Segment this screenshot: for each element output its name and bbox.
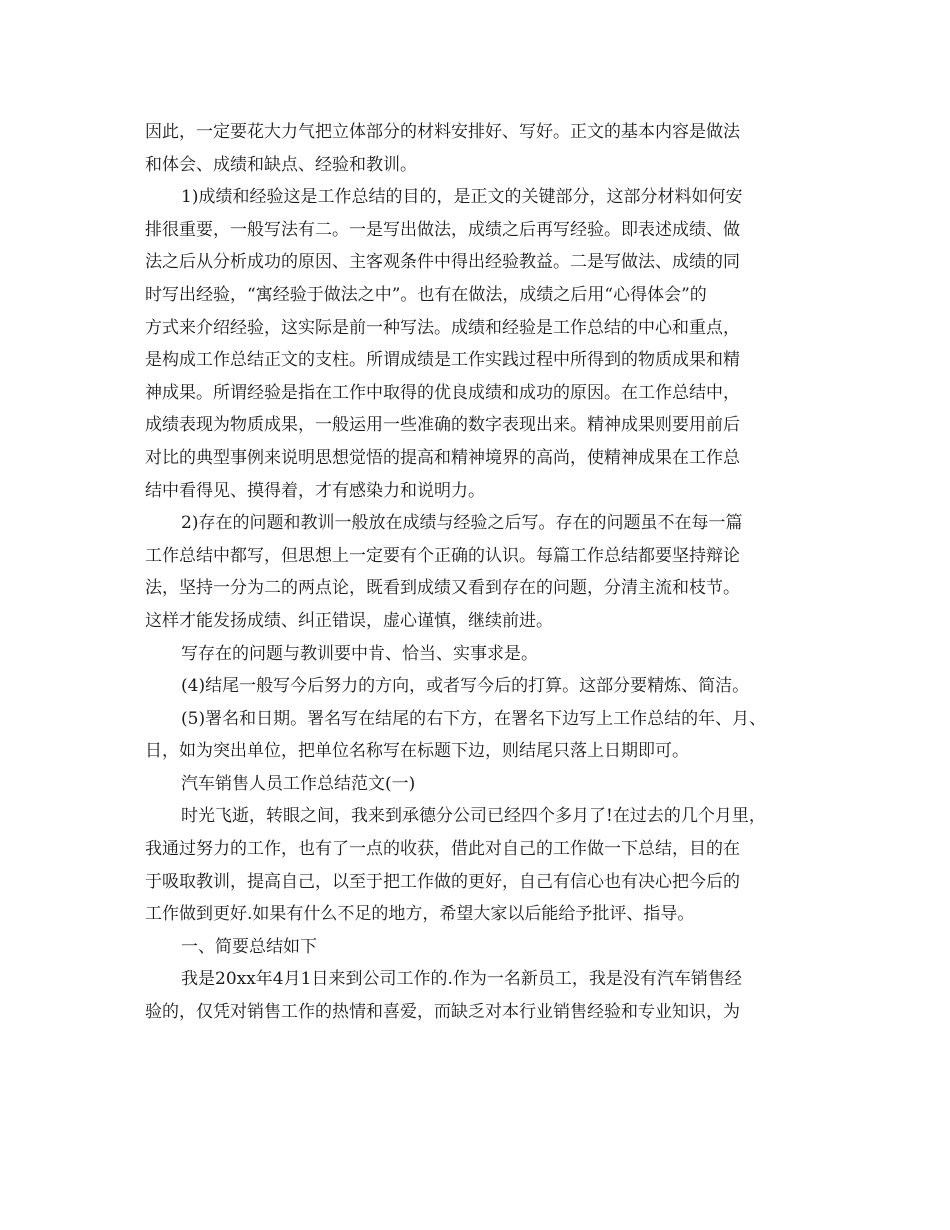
text-line: 成绩表现为物质成果，一般运用一些准确的数字表现出来。精神成果则要用前后 xyxy=(145,415,740,436)
text-line: 1)成绩和经验这是工作总结的目的，是正文的关键部分，这部分材料如何安 xyxy=(181,187,743,208)
text-line: 时光飞逝，转眼之间，我来到承德分公司已经四个多月了!在过去的几个月里， xyxy=(181,806,766,827)
text-line: 时写出经验，“寓经验于做法之中”。也有在做法，成绩之后用“心得体会”的 xyxy=(145,284,707,305)
text-line: 写存在的问题与教训要中肯、恰当、实事求是。 xyxy=(181,643,538,664)
text-line: 日，如为突出单位，把单位名称写在标题下边，则结尾只落上日期即可。 xyxy=(145,741,689,762)
section-heading: 汽车销售人员工作总结范文(一) xyxy=(181,773,416,794)
text-line: 我通过努力的工作，也有了一点的收获，借此对自己的工作做一下总结，目的在 xyxy=(145,839,740,860)
text-line: (5)署名和日期。署名写在结尾的右下方，在署名下边写上工作总结的年、月、 xyxy=(181,708,767,729)
document-body xyxy=(145,116,815,1029)
text-line: 和体会、成绩和缺点、经验和教训。 xyxy=(145,154,417,175)
text-line: 对比的典型事例来说明思想觉悟的提高和精神境界的高尚，使精神成果在工作总 xyxy=(145,447,740,468)
section-heading: 一、简要总结如下 xyxy=(181,936,317,957)
text-line: 是构成工作总结正文的支柱。所谓成绩是工作实践过程中所得到的物质成果和精 xyxy=(145,350,740,371)
text-line: 验的，仅凭对销售工作的热情和喜爱，而缺乏对本行业销售经验和专业知识，为 xyxy=(145,1002,740,1023)
text-line: 方式来介绍经验，这实际是前一种写法。成绩和经验是工作总结的中心和重点， xyxy=(145,317,740,338)
text-line: 我是20xx年4月1日来到公司工作的.作为一名新员工，我是没有汽车销售经 xyxy=(181,969,742,990)
text-line: 这样才能发扬成绩、纠正错误，虚心谨慎，继续前进。 xyxy=(145,610,553,631)
text-line: 结中看得见、摸得着，才有感染力和说明力。 xyxy=(145,480,485,501)
text-line: (4)结尾一般写今后努力的方向，或者写今后的打算。这部分要精炼、简洁。 xyxy=(181,676,750,697)
text-line: 工作总结中都写，但思想上一定要有个正确的认识。每篇工作总结都要坚持辩论 xyxy=(145,545,740,566)
text-line: 2)存在的问题和教训一般放在成绩与经验之后写。存在的问题虽不在每一篇 xyxy=(181,513,743,534)
text-line: 工作做到更好.如果有什么不足的地方，希望大家以后能给予批评、指导。 xyxy=(145,904,695,925)
text-line: 法，坚持一分为二的两点论，既看到成绩又看到存在的问题，分清主流和枝节。 xyxy=(145,578,740,599)
text-line: 神成果。所谓经验是指在工作中取得的优良成绩和成功的原因。在工作总结中， xyxy=(145,382,740,403)
text-line: 法之后从分析成功的原因、主客观条件中得出经验教益。二是写做法、成绩的同 xyxy=(145,252,740,273)
text-line: 于吸取教训，提高自己，以至于把工作做的更好，自己有信心也有决心把今后的 xyxy=(145,871,740,892)
text-line: 因此，一定要花大力气把立体部分的材料安排好、写好。正文的基本内容是做法 xyxy=(145,122,740,142)
text-line: 排很重要，一般写法有二。一是写出做法，成绩之后再写经验。即表述成绩、做 xyxy=(145,219,740,240)
